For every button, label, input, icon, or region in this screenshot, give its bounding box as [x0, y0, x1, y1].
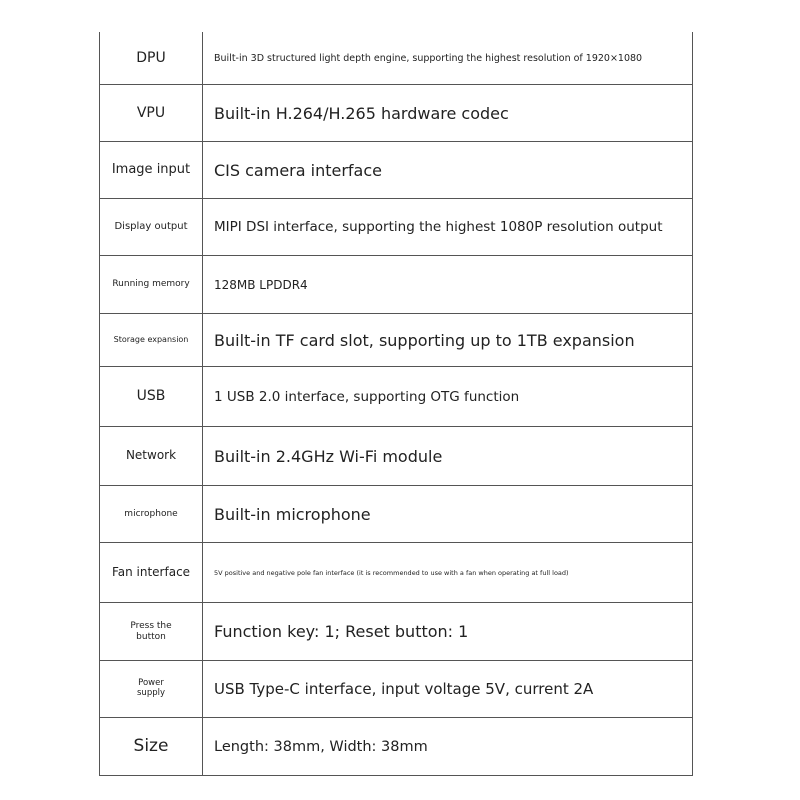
- spec-label: Size: [100, 718, 203, 776]
- spec-row-power-supply: [100, 660, 692, 717]
- spec-value: 5V positive and negative pole fan interface (it is recommended to use with a fan when operating at full load): [214, 568, 569, 577]
- spec-label: DPU: [100, 32, 203, 84]
- spec-label: USB: [100, 367, 203, 426]
- spec-row-image-input: [100, 141, 692, 198]
- spec-row-microphone: [100, 485, 692, 542]
- spec-value: 1 USB 2.0 interface, supporting OTG function: [214, 388, 520, 405]
- spec-value: Function key: 1; Reset button: 1: [214, 622, 469, 641]
- spec-row-size: [100, 717, 692, 776]
- spec-label: Press the button: [100, 603, 203, 660]
- spec-value: Length: 38mm, Width: 38mm: [214, 739, 428, 755]
- spec-value: Built-in microphone: [214, 504, 371, 524]
- spec-value: USB Type-C interface, input voltage 5V, current 2A: [214, 680, 594, 698]
- spec-value: Built-in 3D structured light depth engine, supporting the highest resolution of 1920×1080: [214, 52, 643, 64]
- spec-value: Built-in TF card slot, supporting up to 1TB expansion: [214, 330, 635, 350]
- spec-row-storage-expansion: [100, 313, 692, 366]
- spec-row-dpu: [100, 32, 692, 84]
- spec-label: Power supply: [100, 661, 203, 717]
- spec-value: MIPI DSI interface, supporting the highest 1080P resolution output: [214, 219, 663, 235]
- spec-label: Fan interface: [100, 543, 203, 602]
- spec-row-network: [100, 426, 692, 485]
- spec-row-fan-interface: [100, 542, 692, 602]
- spec-row-press-the-button: [100, 602, 692, 660]
- spec-row-usb: [100, 366, 692, 426]
- spec-row-display-output: [100, 198, 692, 255]
- spec-row-vpu: [100, 84, 692, 141]
- spec-value: 128MB LPDDR4: [214, 277, 308, 292]
- spec-value: Built-in 2.4GHz Wi-Fi module: [214, 446, 443, 466]
- spec-label: Display output: [100, 199, 203, 255]
- spec-label: Running memory: [100, 256, 203, 313]
- spec-label: Storage expansion: [100, 314, 203, 366]
- spec-label: microphone: [100, 486, 203, 542]
- spec-label: VPU: [100, 85, 203, 141]
- spec-value: Built-in H.264/H.265 hardware codec: [214, 103, 509, 123]
- spec-label: Network: [100, 427, 203, 485]
- spec-value: CIS camera interface: [214, 160, 382, 180]
- spec-label: Image input: [100, 142, 203, 198]
- spec-row-running-memory: [100, 255, 692, 313]
- spec-table: [99, 32, 693, 776]
